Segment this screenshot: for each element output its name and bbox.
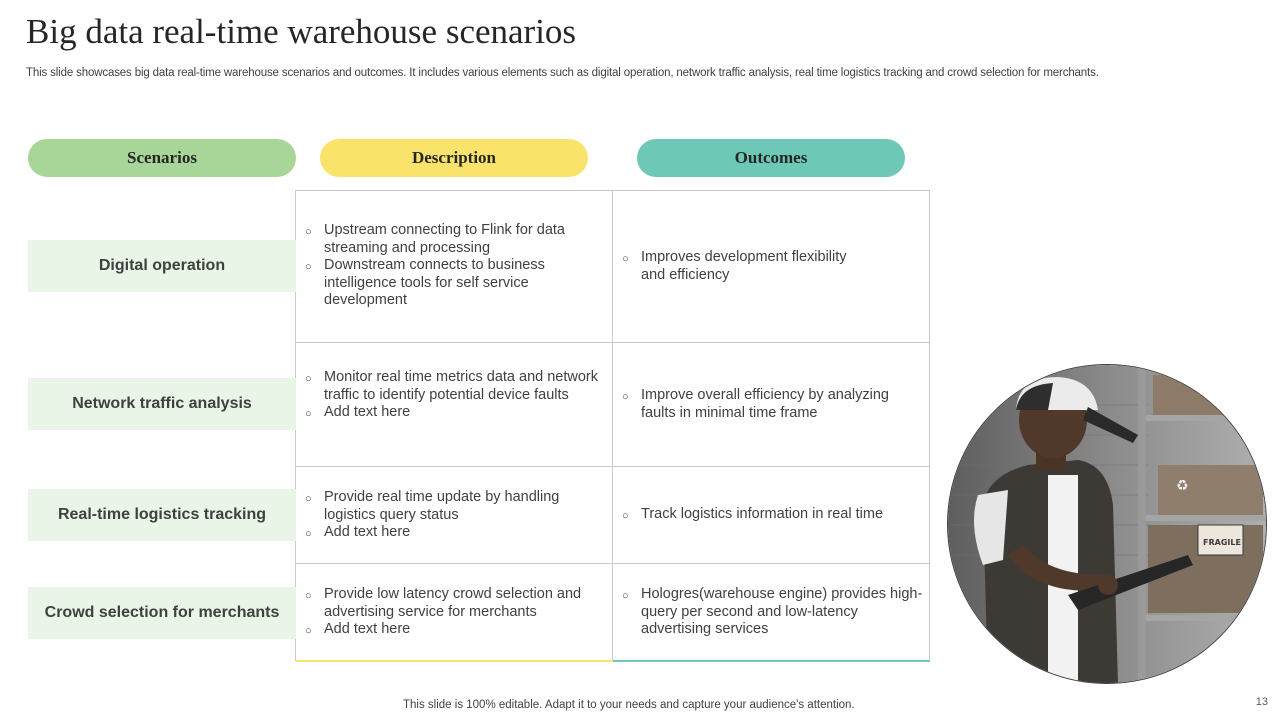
description-text: Downstream connects to business intelligence tools for self service development <box>324 257 545 309</box>
description-text: Upstream connecting to Flink for data streaming and processing <box>324 222 565 256</box>
outcome-text: Track logistics information in real time <box>641 506 884 522</box>
description-text: Provide real time update by handling logistics query status <box>324 489 560 523</box>
page-number: 13 <box>1255 696 1268 708</box>
outcome-cell <box>613 249 929 284</box>
warehouse-worker-photo <box>947 364 1267 684</box>
list-item <box>622 249 923 284</box>
photo-illustration <box>948 365 1267 684</box>
list-item <box>622 506 923 526</box>
outcome-cell <box>613 506 929 526</box>
bullet-icon: ○ <box>622 590 629 602</box>
list-item <box>622 387 923 422</box>
header-outcomes: Outcomes <box>637 139 905 177</box>
list-item <box>622 586 923 639</box>
bullet-icon: ○ <box>305 408 312 421</box>
list-item <box>305 489 606 524</box>
description-text: Monitor real time metrics data and network traffic to identify potential device faults <box>324 369 598 403</box>
outcome-cell <box>613 387 929 422</box>
list-item <box>305 621 606 641</box>
list-item <box>305 257 606 310</box>
outcome-text: Hologres(warehouse engine) provides high-query per second and low-latency advertising services <box>641 586 923 638</box>
description-cell <box>296 586 612 641</box>
bullet-icon: ○ <box>305 493 312 505</box>
header-description: Description <box>320 139 588 177</box>
scenario-digital-operation: Digital operation <box>28 240 296 292</box>
bullet-icon: ○ <box>305 528 312 541</box>
list-item <box>305 586 606 621</box>
bullet-icon: ○ <box>305 590 312 602</box>
list-item <box>305 524 606 544</box>
bullet-icon: ○ <box>305 625 312 638</box>
table-row-divider <box>295 342 930 343</box>
list-item <box>305 369 606 404</box>
bullet-icon: ○ <box>622 253 629 265</box>
list-item <box>305 222 606 257</box>
description-cell <box>296 369 612 424</box>
list-item <box>305 404 606 424</box>
page-title: Big data real-time warehouse scenarios <box>26 12 577 51</box>
description-cell <box>296 222 612 310</box>
bullet-icon: ○ <box>305 373 312 385</box>
description-text: Add text here <box>324 404 411 421</box>
scenario-real-time-logistics-tracking: Real-time logistics tracking <box>28 489 296 541</box>
description-bottom-accent <box>296 660 612 662</box>
scenario-crowd-selection-for-merchants: Crowd selection for merchants <box>28 587 296 639</box>
page-subtitle: This slide showcases big data real-time warehouse scenarios and outcomes. It includes various elements such as digital operation, network traffic analysis, real time logistics tracking and crowd selection for merchants. <box>26 67 1099 79</box>
description-text: Add text here <box>324 524 411 541</box>
bullet-icon: ○ <box>622 510 629 522</box>
outcome-cell <box>613 586 929 639</box>
table-row-divider <box>295 466 930 467</box>
description-cell <box>296 489 612 544</box>
bullet-icon: ○ <box>305 261 312 274</box>
outcome-text: Improves development flexibility and efficiency <box>641 249 847 283</box>
outcomes-bottom-accent <box>613 660 930 662</box>
svg-text:♻: ♻ <box>1176 478 1189 494</box>
outcome-text: Improve overall efficiency by analyzing faults in minimal time frame <box>641 387 889 421</box>
fragile-label: FRAGILE <box>1203 538 1241 547</box>
scenario-network-traffic-analysis: Network traffic analysis <box>28 378 296 430</box>
bullet-icon: ○ <box>305 226 312 238</box>
description-text: Provide low latency crowd selection and advertising service for merchants <box>324 586 582 620</box>
bullet-icon: ○ <box>622 391 629 403</box>
table-row-divider <box>295 563 930 564</box>
footer-note: This slide is 100% editable. Adapt it to your needs and capture your audience's attention. <box>403 699 855 711</box>
description-text: Add text here <box>324 621 411 638</box>
header-scenarios: Scenarios <box>28 139 296 177</box>
